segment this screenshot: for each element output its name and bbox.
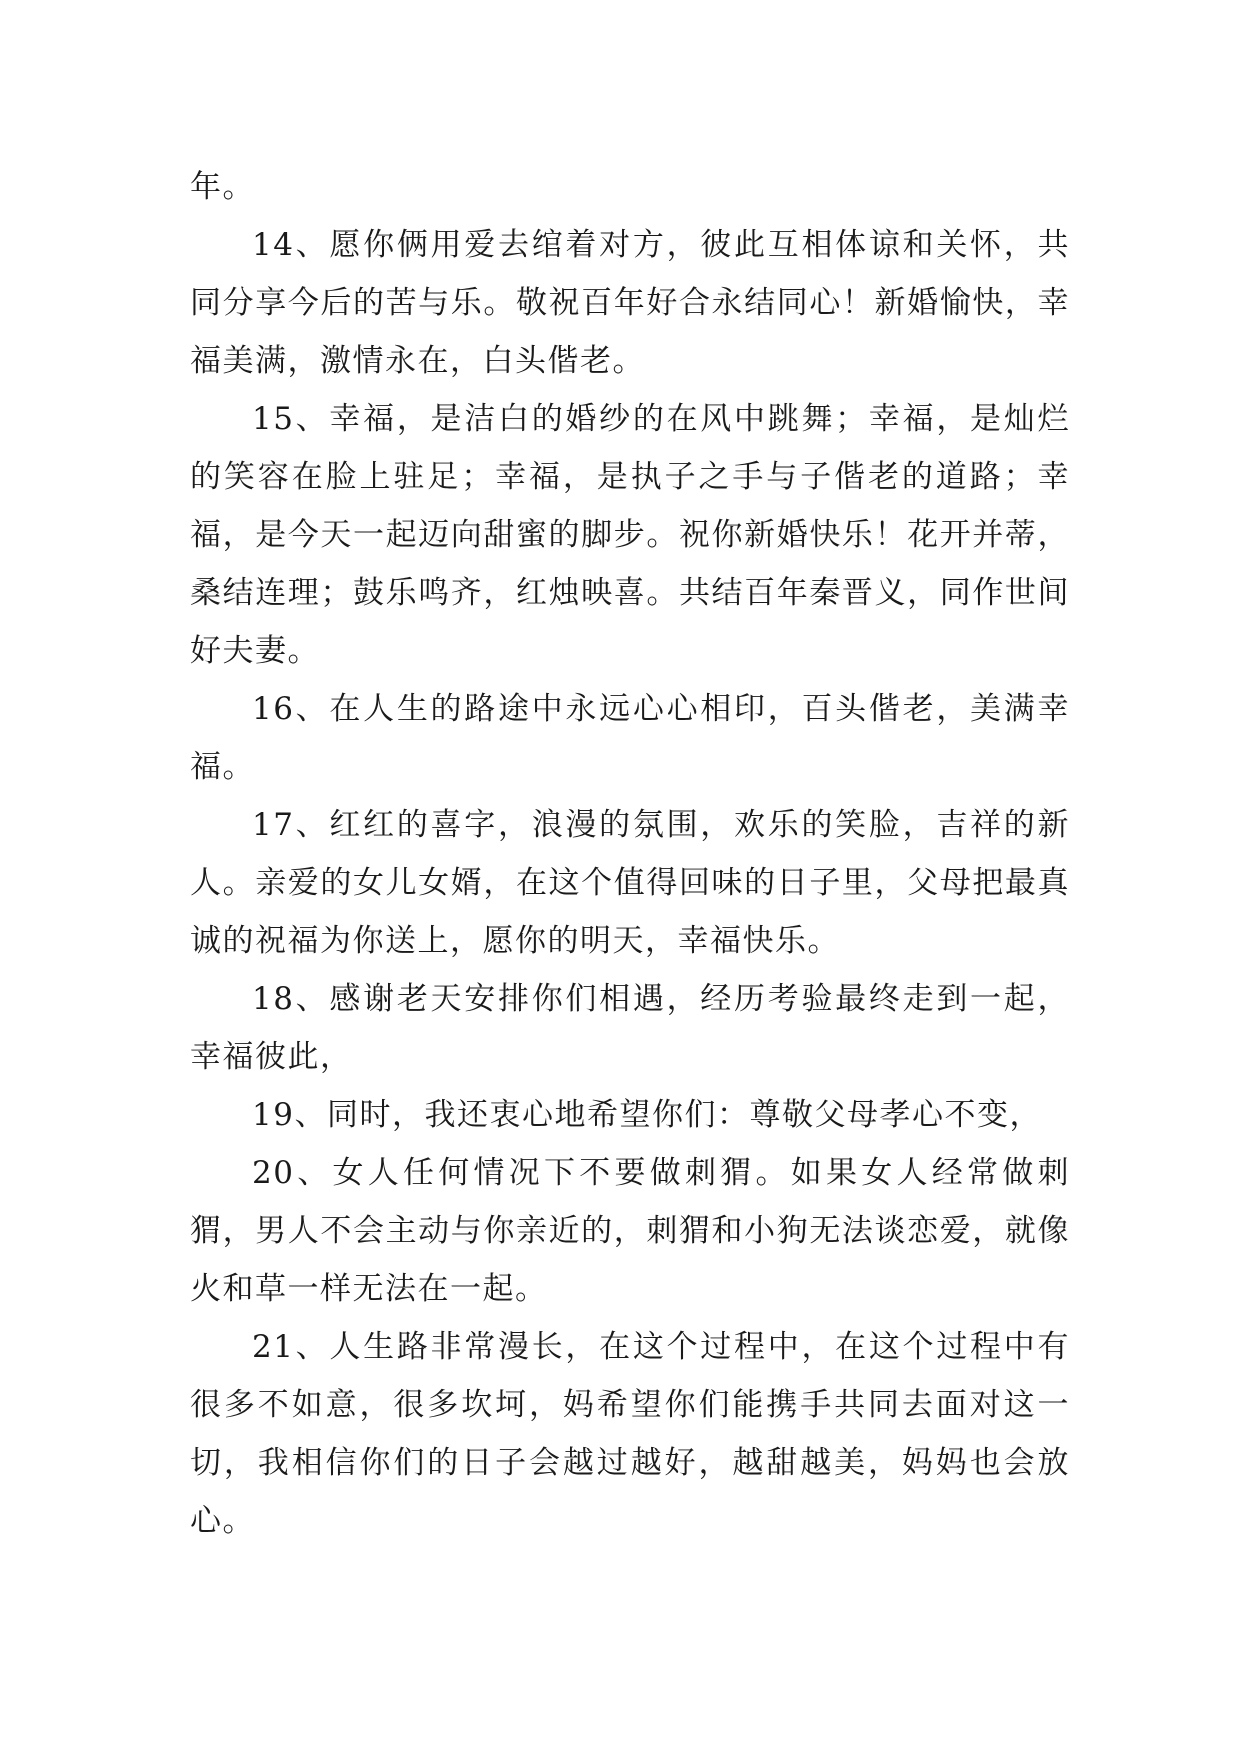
paragraph-19: 19、同时，我还衷心地希望你们：尊敬父母孝心不变， xyxy=(252,1097,1042,1133)
paragraph-20: 20、女人任何情况下不要做刺猬。如果女人经常做刺猬，男人不会主动与你亲近的，刺猬和小狗无法谈恋爱，就像火和草一样无法在一起。 xyxy=(190,1155,1070,1307)
paragraph-15: 15、幸福，是洁白的婚纱的在风中跳舞；幸福，是灿烂的笑容在脸上驻足；幸福，是执子之手与子偕老的道路；幸福，是今天一起迈向甜蜜的脚步。祝你新婚快乐！花开并蒂，桑结连理；鼓乐鸣齐，红烛映喜。共结百年秦晋义，同作世间好夫妻。 xyxy=(190,401,1070,669)
paragraph-21: 21、人生路非常漫长，在这个过程中，在这个过程中有很多不如意，很多坎坷，妈希望你们能携手共同去面对这一切，我相信你们的日子会越过越好，越甜越美，妈妈也会放心。 xyxy=(190,1329,1070,1539)
paragraph-13-continuation: 年。 xyxy=(190,169,255,205)
paragraph-18: 18、感谢老天安排你们相遇，经历考验最终走到一起，幸福彼此， xyxy=(190,981,1070,1075)
document-body xyxy=(190,158,1070,1550)
paragraph-16: 16、在人生的路途中永远心心相印，百头偕老，美满幸福。 xyxy=(190,691,1070,785)
paragraph-14: 14、愿你俩用爱去绾着对方，彼此互相体谅和关怀，共同分享今后的苦与乐。敬祝百年好合永结同心！新婚愉快，幸福美满，激情永在，白头偕老。 xyxy=(190,227,1070,379)
paragraph-17: 17、红红的喜字，浪漫的氛围，欢乐的笑脸，吉祥的新人。亲爱的女儿女婿，在这个值得回味的日子里，父母把最真诚的祝福为你送上，愿你的明天，幸福快乐。 xyxy=(190,807,1070,959)
